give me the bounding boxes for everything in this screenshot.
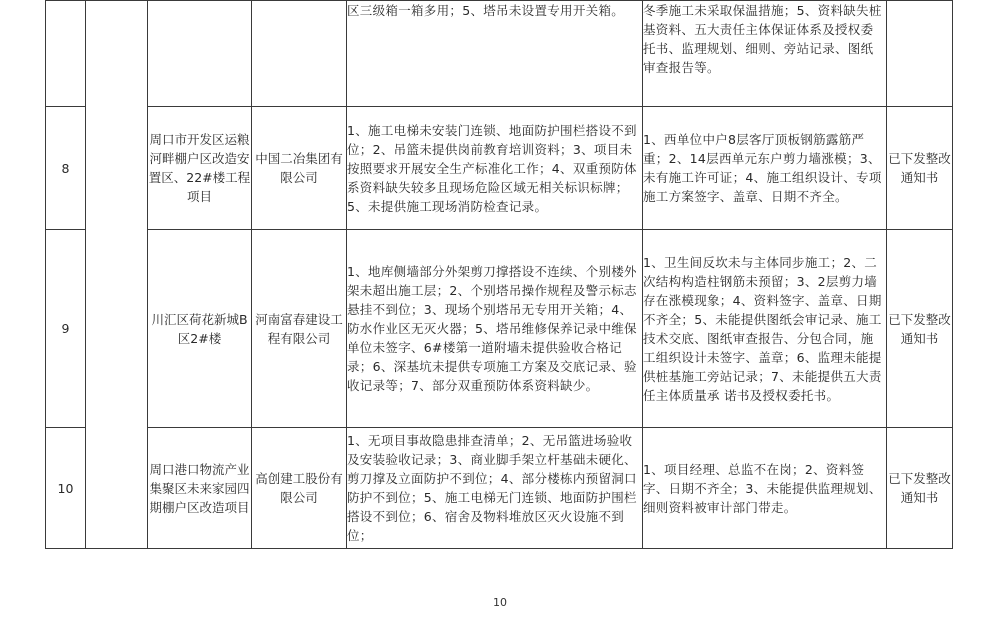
page-number: 10	[493, 596, 507, 609]
row-number: 9	[46, 230, 86, 428]
project-name: 周口市开发区运粮河畔棚户区改造安置区、22#楼工程项目	[148, 107, 252, 230]
row-number	[46, 1, 86, 107]
quality-problems: 冬季施工未采取保温措施；5、资料缺失桩基资料、五大责任主体保证体系及授权委托书、监理规划、细则、旁站记录、图纸审查报告等。	[643, 1, 887, 107]
construction-unit	[252, 1, 347, 107]
quality-problems: 1、项目经理、总监不在岗；2、资料签字、日期不齐全；3、未能提供监理规划、细则资料被审计部门带走。	[643, 428, 887, 549]
inspection-table	[45, 0, 953, 549]
quality-problems: 1、卫生间反坎未与主体同步施工；2、二次结构构造柱钢筋未预留；3、2层剪力墙存在涨模现象；4、资料签字、盖章、日期不齐全；5、未能提供图纸会审记录、施工技术交底、图纸审查报告、分包合同，施工组织设计未签字、盖章；6、监理未能提供桩基施工旁站记录；7、未能提供五大责任主体质量承 诺书及授权委托书。	[643, 230, 887, 428]
construction-unit: 河南富春建设工程有限公司	[252, 230, 347, 428]
table-row	[46, 107, 953, 230]
safety-problems: 1、无项目事故隐患排查清单；2、无吊篮进场验收及安装验收记录；3、商业脚手架立杆基础未硬化、剪刀撑及立面防护不到位；4、部分楼栋内预留洞口防护不到位；5、施工电梯无门连锁、地面防护围栏搭设不到位；6、宿舍及物料堆放区灭火设施不到位；	[347, 428, 643, 549]
table-row	[46, 1, 953, 107]
safety-problems: 区三级箱一箱多用；5、塔吊未设置专用开关箱。	[347, 1, 643, 107]
project-name: 周口港口物流产业集聚区未来家园四期棚户区改造项目	[148, 428, 252, 549]
merged-category-cell	[86, 1, 148, 549]
project-name	[148, 1, 252, 107]
safety-problems: 1、施工电梯未安装门连锁、地面防护围栏搭设不到位；2、吊篮未提供岗前教育培训资料；3、项目未按照要求开展安全生产标准化工作；4、双重预防体系资料缺失较多且现场危险区域无相关标识标牌；5、未提供施工现场消防检查记录。	[347, 107, 643, 230]
handling-result: 已下发整改通知书	[887, 428, 953, 549]
construction-unit: 高创建工股份有限公司	[252, 428, 347, 549]
row-number: 10	[46, 428, 86, 549]
safety-problems: 1、地库侧墙部分外架剪刀撑搭设不连续、个别楼外架未超出施工层；2、个别塔吊操作规程及警示标志悬挂不到位；3、现场个别塔吊无专用开关箱；4、防水作业区无灭火器；5、塔吊维修保养记录中维保单位未签字、6#楼第一道附墙未提供验收合格记录；6、深基坑未提供专项施工方案及交底记录、验收记录等；7、部分双重预防体系资料缺少。	[347, 230, 643, 428]
project-name: 川汇区荷花新城B区2#楼	[148, 230, 252, 428]
construction-unit: 中国二冶集团有限公司	[252, 107, 347, 230]
row-number: 8	[46, 107, 86, 230]
quality-problems: 1、西单位中户8层客厅顶板钢筋露筋严重；2、14层西单元东户剪力墙涨模；3、未有施工许可证；4、施工组织设计、专项施工方案签字、盖章、日期不齐全。	[643, 107, 887, 230]
handling-result: 已下发整改通知书	[887, 230, 953, 428]
handling-result	[887, 1, 953, 107]
table-row	[46, 428, 953, 549]
table-row	[46, 230, 953, 428]
handling-result: 已下发整改通知书	[887, 107, 953, 230]
